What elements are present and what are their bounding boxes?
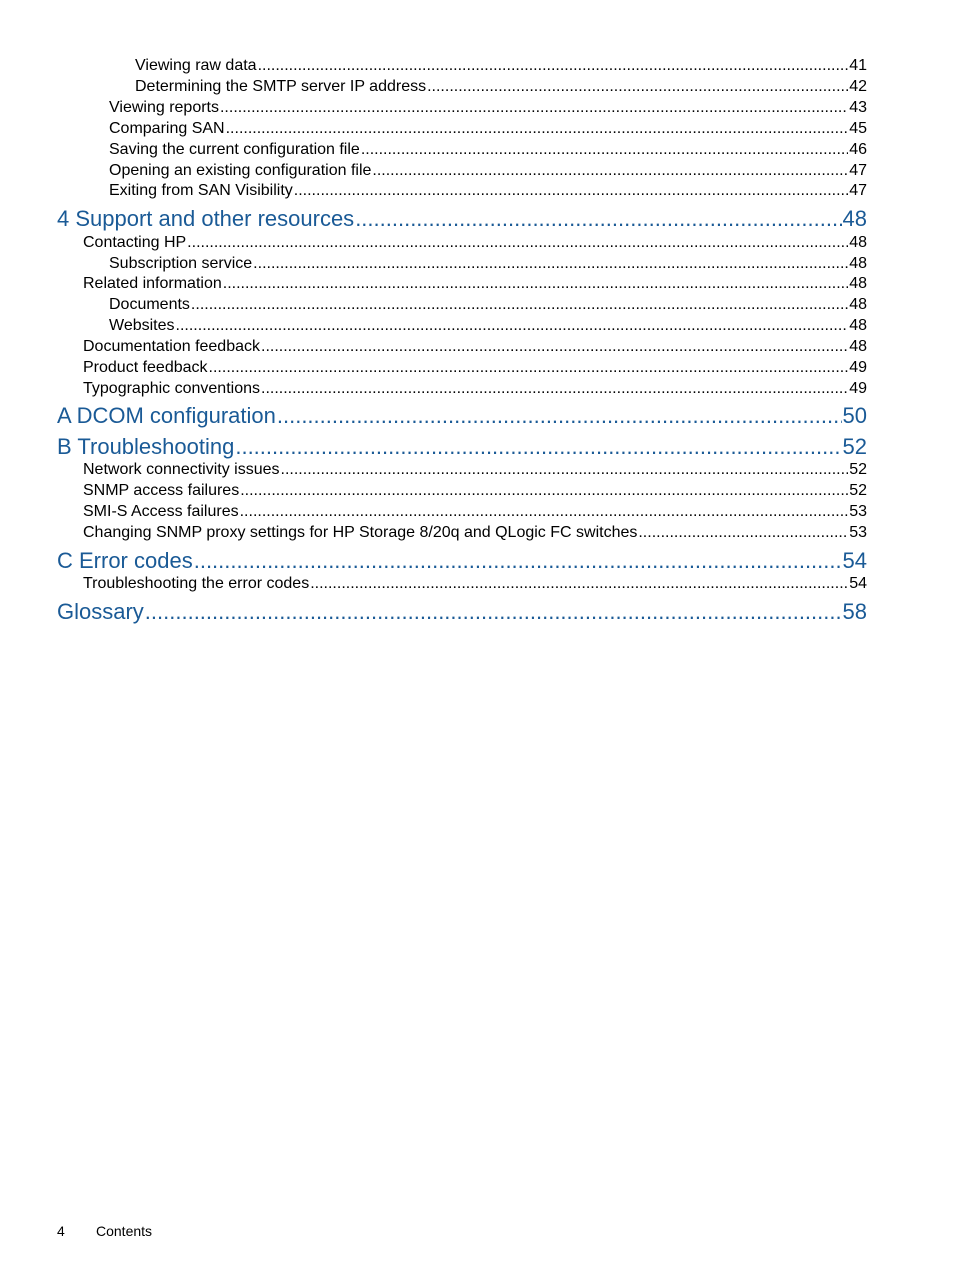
toc-entry-title: 4 Support and other resources: [57, 206, 355, 231]
toc-entry-page: 48: [842, 206, 867, 231]
toc-entry-title: Troubleshooting the error codes: [83, 575, 310, 592]
toc-entry-page: 58: [842, 599, 867, 624]
toc-entry-page: 53: [849, 524, 867, 541]
toc-entry[interactable]: [83, 524, 867, 544]
toc-entry-title: Exiting from SAN Visibility: [109, 182, 293, 199]
toc-dot-leader: [191, 296, 848, 314]
toc-entry[interactable]: [83, 338, 867, 358]
toc-entry-page: 41: [849, 57, 867, 74]
toc-entry-title: Viewing raw data: [135, 57, 257, 74]
toc-entry-page: 48: [849, 338, 867, 355]
toc-entry[interactable]: [109, 99, 867, 119]
toc-chapter-entry[interactable]: [57, 434, 867, 462]
toc-entry[interactable]: [109, 120, 867, 140]
toc-entry[interactable]: [83, 482, 867, 502]
toc-entry-title: SMI-S Access failures: [83, 503, 239, 520]
toc-entry[interactable]: [83, 575, 867, 595]
footer-section-title: Contents: [96, 1223, 153, 1239]
toc-dot-leader: [372, 162, 848, 180]
toc-entry-page: 49: [849, 359, 867, 376]
toc-entry-title: Network connectivity issues: [83, 461, 280, 478]
toc-entry-page: 48: [849, 275, 867, 292]
toc-dot-leader: [235, 434, 841, 460]
toc-entry-page: 49: [849, 380, 867, 397]
toc-chapter-entry[interactable]: [57, 548, 867, 576]
toc-dot-leader: [194, 548, 842, 574]
toc-entry-page: 54: [849, 575, 867, 592]
toc-dot-leader: [294, 182, 848, 200]
toc-entry[interactable]: [83, 503, 867, 523]
toc-entry[interactable]: [109, 296, 867, 316]
toc-entry-title: SNMP access failures: [83, 482, 240, 499]
footer-page-number: 4: [57, 1223, 65, 1239]
toc-entry-title: Documentation feedback: [83, 338, 260, 355]
toc-entry-title: C Error codes: [57, 548, 193, 573]
toc-entry[interactable]: [83, 359, 867, 379]
toc-entry-title: B Troubleshooting: [57, 434, 235, 459]
toc-dot-leader: [145, 599, 842, 625]
toc-entry-page: 54: [842, 548, 867, 573]
toc-entry[interactable]: [109, 162, 867, 182]
toc-entry-page: 52: [849, 461, 867, 478]
toc-dot-leader: [240, 503, 849, 521]
toc-entry-page: 50: [842, 403, 867, 428]
toc-entry[interactable]: [83, 234, 867, 254]
toc-dot-leader: [261, 380, 848, 398]
toc-entry[interactable]: [135, 78, 867, 98]
toc-dot-leader: [220, 99, 848, 117]
toc-dot-leader: [240, 482, 848, 500]
toc-entry[interactable]: [109, 141, 867, 161]
toc-entry-title: Glossary: [57, 599, 144, 624]
toc-dot-leader: [253, 255, 848, 273]
toc-dot-leader: [261, 338, 848, 356]
toc-dot-leader: [176, 317, 849, 335]
toc-entry-title: Websites: [109, 317, 175, 334]
toc-entry-title: Documents: [109, 296, 190, 313]
toc-entry-page: 48: [849, 234, 867, 251]
toc-entry-title: Product feedback: [83, 359, 208, 376]
toc-dot-leader: [187, 234, 848, 252]
toc-entry-title: Related information: [83, 275, 222, 292]
toc-entry-title: Contacting HP: [83, 234, 187, 251]
toc-entry-title: Typographic conventions: [83, 380, 260, 397]
toc-entry-page: 46: [849, 141, 867, 158]
toc-entry-page: 47: [849, 182, 867, 199]
toc-entry-title: Viewing reports: [109, 99, 219, 116]
toc-entry-title: Saving the current configuration file: [109, 141, 360, 158]
toc-entry[interactable]: [83, 461, 867, 481]
toc-chapter-entry[interactable]: [57, 206, 867, 234]
toc-chapter-entry[interactable]: [57, 403, 867, 431]
toc-entry-page: 48: [849, 255, 867, 272]
toc-entry-page: 45: [849, 120, 867, 137]
toc-chapter-entry[interactable]: [57, 599, 867, 627]
toc-dot-leader: [427, 78, 848, 96]
toc-entry[interactable]: [109, 182, 867, 202]
toc-entry-title: Determining the SMTP server IP address: [135, 78, 427, 95]
toc-dot-leader: [258, 57, 849, 75]
toc-dot-leader: [277, 403, 842, 429]
toc-dot-leader: [223, 275, 848, 293]
toc-dot-leader: [355, 206, 841, 232]
toc-entry-title: Opening an existing configuration file: [109, 162, 372, 179]
toc-entry-title: Changing SNMP proxy settings for HP Storage 8/20q and QLogic FC switches: [83, 524, 638, 541]
toc-entry[interactable]: [83, 275, 867, 295]
toc-entry-title: Comparing SAN: [109, 120, 225, 137]
toc-dot-leader: [226, 120, 849, 138]
page-footer: [57, 1223, 152, 1239]
toc-entry[interactable]: [83, 380, 867, 400]
toc-entry-page: 43: [849, 99, 867, 116]
toc-entry-page: 48: [849, 296, 867, 313]
toc-dot-leader: [310, 575, 848, 593]
toc-entry-title: Subscription service: [109, 255, 253, 272]
toc-entry-page: 42: [849, 78, 867, 95]
toc-entry-page: 52: [842, 434, 867, 459]
toc-dot-leader: [209, 359, 849, 377]
toc-entry[interactable]: [135, 57, 867, 77]
toc-dot-leader: [638, 524, 848, 542]
toc-entry[interactable]: [109, 255, 867, 275]
toc-entry-page: 47: [849, 162, 867, 179]
toc-dot-leader: [281, 461, 849, 479]
toc-dot-leader: [361, 141, 848, 159]
toc-entry-page: 52: [849, 482, 867, 499]
toc-entry[interactable]: [109, 317, 867, 337]
toc-entry-title: A DCOM configuration: [57, 403, 276, 428]
toc-entry-page: 53: [849, 503, 867, 520]
toc-entry-page: 48: [849, 317, 867, 334]
